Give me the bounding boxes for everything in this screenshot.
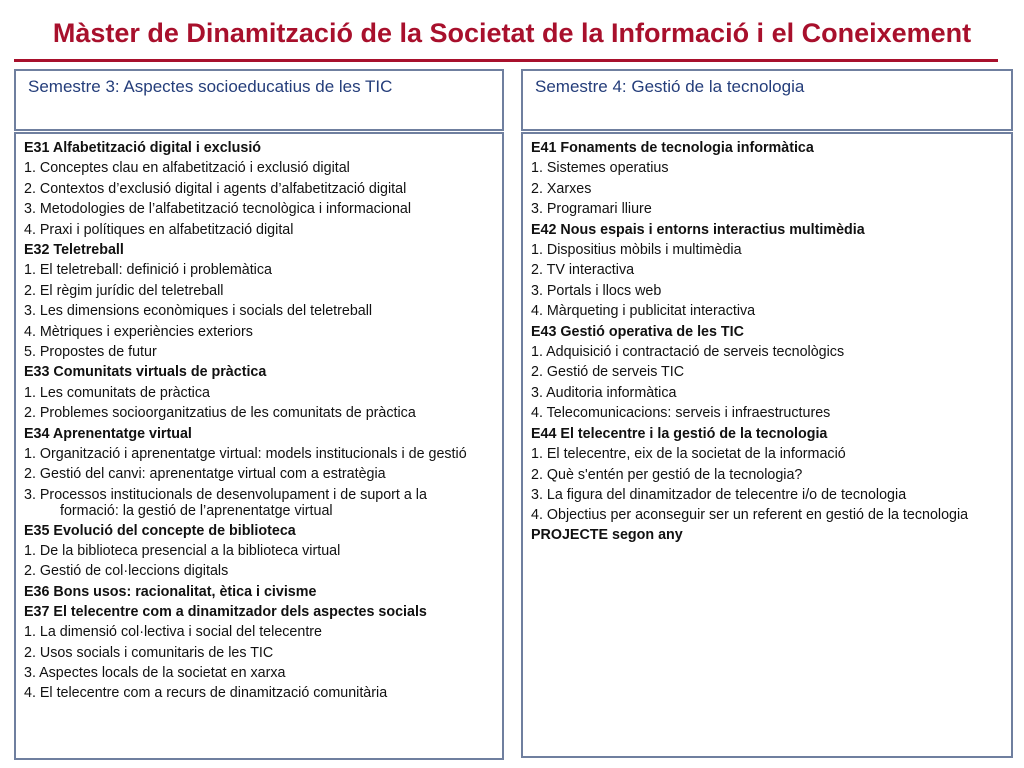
topic-item: 1. Conceptes clau en alfabetització i exclusió digital [24,160,350,177]
module-heading: E34 Aprenentatge virtual [24,425,192,442]
module-heading: E32 Teletreball [24,242,124,259]
semester3-heading-box [14,69,504,131]
topic-item: 3. Auditoria informàtica [531,384,677,401]
topic-item: 3. La figura del dinamitzador de telecentre i/o de tecnologia [531,486,907,503]
module-heading: PROJECTE segon any [531,527,683,544]
module-heading: E42 Nous espais i entorns interactius multimèdia [531,221,865,238]
module-heading: E36 Bons usos: racionalitat, ètica i civisme [24,583,317,600]
topic-item: 2. Gestió de serveis TIC [531,364,685,381]
semester3-heading: Semestre 3: Aspectes socioeducatius de les TIC [28,77,393,96]
topic-item: 2. TV interactiva [531,262,635,279]
topic-item: 1. Sistemes operatius [531,160,669,177]
semester3-course-list-box [14,132,504,760]
topic-item: 5. Propostes de futur [24,344,157,361]
topic-item: 2. Usos socials i comunitaris de les TIC [24,644,274,661]
topic-item: 4. Telecomunicacions: serveis i infraestructures [531,405,831,422]
topic-item: 3. Processos institucionals de desenvolupament i de suport a la formació: la gestió de l’aprenentatge virtual [24,486,427,519]
topic-item: 2. Gestió de col·leccions digitals [24,563,229,580]
topic-item: 1. Adquisició i contractació de serveis tecnològics [531,344,845,361]
topic-item: 3. Metodologies de l’alfabetització tecnològica i informacional [24,201,412,218]
topic-item: 4. El telecentre com a recurs de dinamització comunitària [24,685,388,702]
topic-item: 4. Objectius per aconseguir ser un referent en gestió de la tecnologia [531,507,969,524]
topic-item: 2. Què s'entén per gestió de la tecnologia? [531,466,803,483]
module-heading: E37 El telecentre com a dinamitzador dels aspectes socials [24,604,427,621]
topic-item: 1. Les comunitats de pràctica [24,384,210,401]
topic-item: 2. Problemes socioorganitzatius de les comunitats de pràctica [24,405,416,422]
topic-item: 1. De la biblioteca presencial a la biblioteca virtual [24,542,341,559]
semester3-course-list [16,134,502,704]
topic-item: 3. Portals i llocs web [531,282,662,299]
module-heading: E31 Alfabetització digital i exclusió [24,140,262,156]
semester4-course-list [523,134,1011,546]
module-heading: E41 Fonaments de tecnologia informàtica [531,140,814,156]
semester4-course-list-box [521,132,1013,758]
topic-item: 4. Mètriques i experiències exteriors [24,323,253,340]
topic-item: 2. Xarxes [531,180,592,197]
semester4-heading: Semestre 4: Gestió de la tecnologia [535,77,805,96]
semester4-heading-box [521,69,1013,131]
topic-item: 1. Dispositius mòbils i multimèdia [531,242,742,259]
topic-item: 1. El teletreball: definició i problemàtica [24,262,272,279]
page-title: Màster de Dinamització de la Societat de la Informació i el Coneixement [52,18,972,48]
topic-item: 2. Gestió del canvi: aprenentatge virtual com a estratègia [24,466,386,483]
topic-item: 1. El telecentre, eix de la societat de la informació [531,446,846,463]
topic-item: 3. Programari lliure [531,201,652,218]
topic-item: 3. Les dimensions econòmiques i socials del teletreball [24,303,373,320]
topic-item: 1. La dimensió col·lectiva i social del telecentre [24,624,323,641]
module-heading: E43 Gestió operativa de les TIC [531,323,744,340]
title-underline [14,59,998,62]
module-heading: E44 El telecentre i la gestió de la tecnologia [531,425,828,442]
module-heading: E33 Comunitats virtuals de pràctica [24,364,267,381]
topic-item: 1. Organització i aprenentatge virtual: models institucionals i de gestió [24,446,467,463]
topic-item: 3. Aspectes locals de la societat en xarxa [24,664,286,681]
topic-item: 4. Màrqueting i publicitat interactiva [531,303,756,320]
topic-item: 4. Praxi i polítiques en alfabetització digital [24,221,294,238]
topic-item: 2. El règim jurídic del teletreball [24,282,224,299]
module-heading: E35 Evolució del concepte de biblioteca [24,522,296,539]
topic-item: 2. Contextos d’exclusió digital i agents d’alfabetització digital [24,180,407,197]
